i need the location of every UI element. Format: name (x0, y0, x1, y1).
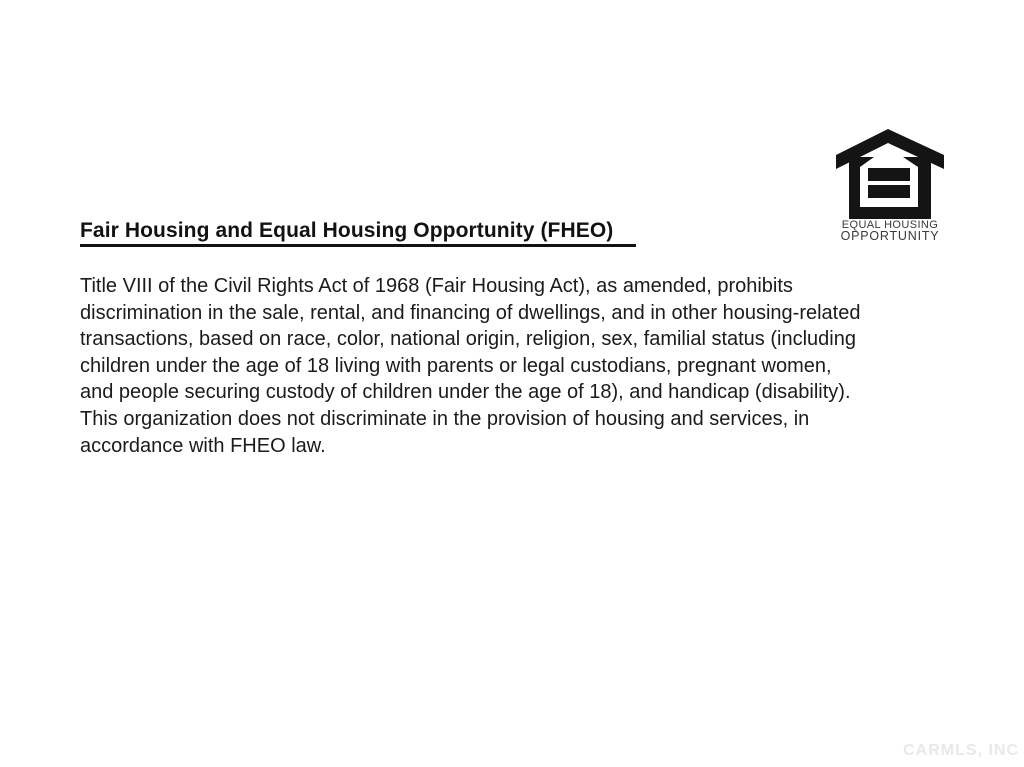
section-heading (80, 219, 636, 247)
paragraph-line: This organization does not discriminate in the provision of housing and services, in (80, 407, 810, 430)
watermark: CARMLS, INC (903, 742, 1019, 759)
paragraph-line: transactions, based on race, color, national origin, religion, sex, familial status (including (80, 328, 856, 351)
section-heading-text: Fair Housing and Equal Housing Opportunity (FHEO) (80, 219, 636, 247)
eho-logo-text-line1: EQUAL HOUSING (841, 219, 939, 231)
paragraph-line: accordance with FHEO law. (80, 434, 326, 457)
eho-logo-text-line2: OPPORTUNITY (840, 229, 940, 243)
paragraph-line: Title VIII of the Civil Rights Act of 1968 (Fair Housing Act), as amended, prohibits (80, 275, 793, 297)
paragraph-line: and people securing custody of children under the age of 18), and handicap (disability). (80, 381, 851, 404)
equals-sign-top-bar (868, 168, 910, 181)
paragraph-line: discrimination in the sale, rental, and financing of dwellings, and in other housing-related (80, 301, 861, 324)
eho-house-icon (836, 127, 944, 219)
body-paragraph (80, 273, 860, 459)
equals-sign-bottom-bar (868, 185, 910, 198)
equal-housing-opportunity-logo (836, 127, 944, 242)
paragraph-line: children under the age of 18 living with parents or legal custodians, pregnant women, (80, 354, 832, 377)
